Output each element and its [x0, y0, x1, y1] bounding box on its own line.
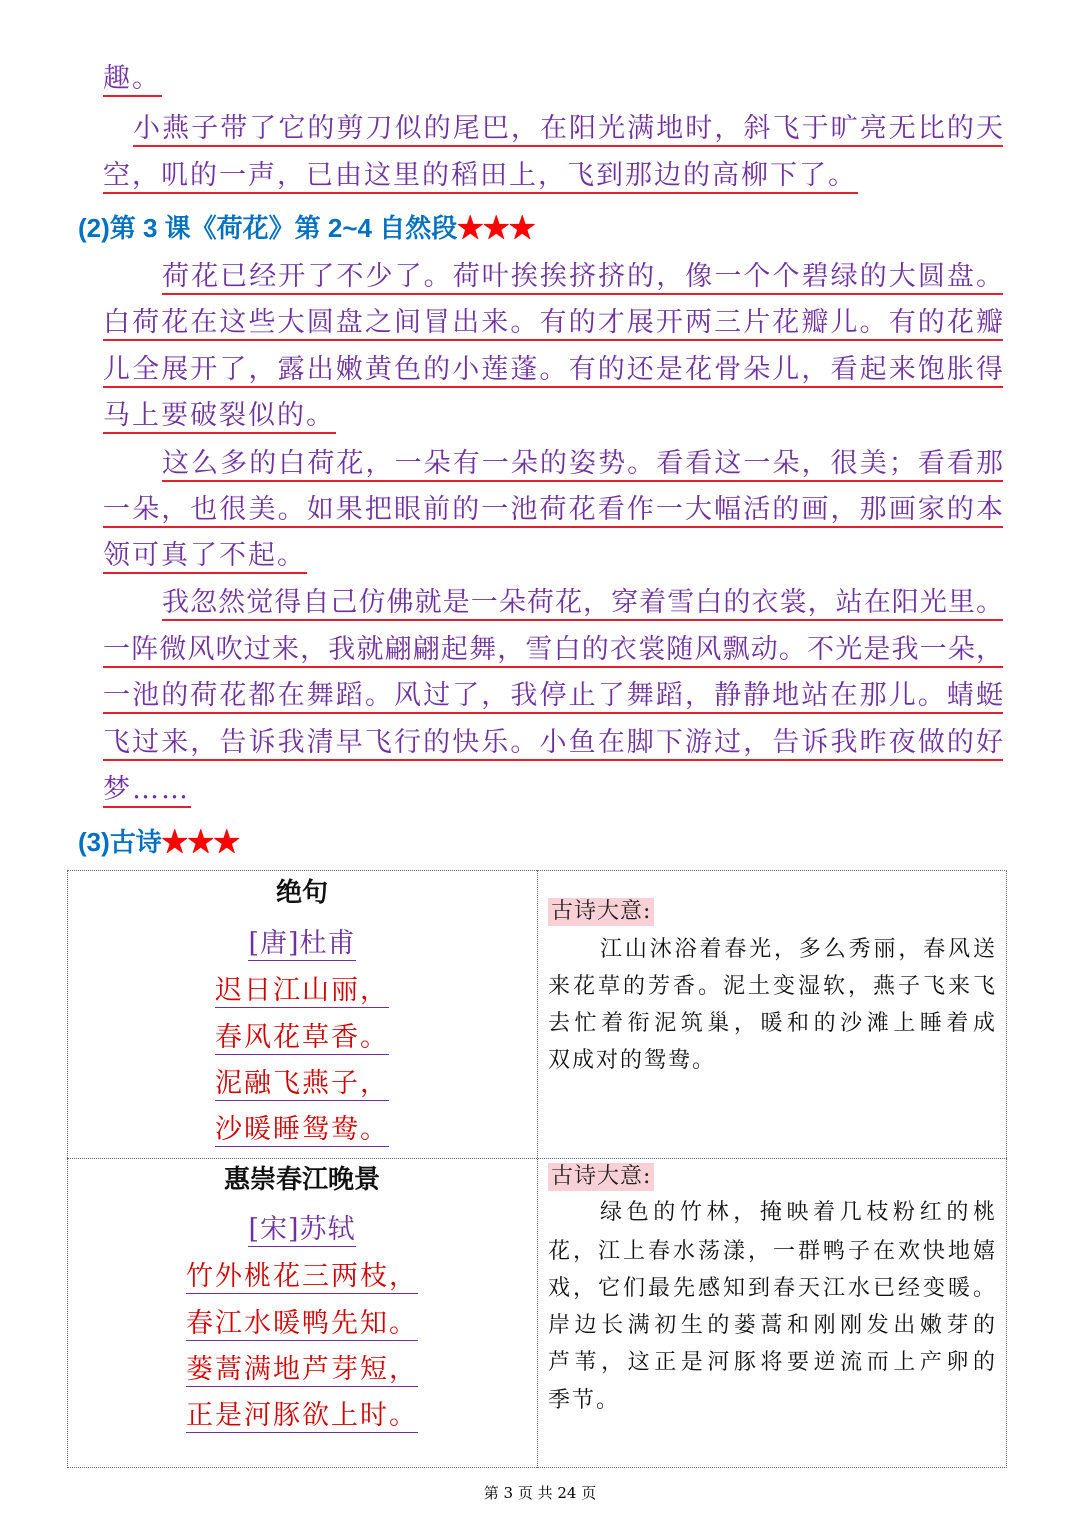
poem-line-text: 蒌蒿满地芦芽短，	[186, 1354, 418, 1385]
paragraph-line	[103, 160, 858, 194]
poem-line	[67, 1068, 537, 1102]
star-rating: ★★★	[457, 213, 536, 243]
star-rating: ★★★	[161, 827, 240, 857]
poem-line	[67, 1400, 537, 1434]
poem-title: 惠崇春江晚景	[223, 1165, 380, 1195]
underlined-text: 一阵微风吹过来，我就翩翩起舞，雪白的衣裳随风飘动。不光是我一朵，	[103, 634, 1003, 668]
underlined-text: 荷花已经开了不少了。荷叶挨挨挤挤的，像一个个碧绿的大圆盘。	[162, 261, 1003, 295]
section-heading-poems	[78, 825, 240, 859]
paragraph-line	[133, 113, 1003, 147]
underlined-text: 小燕子带了它的剪刀似的尾巴，在阳光满地时，斜飞于旷亮无比的天	[133, 113, 1003, 147]
meaning-cell-huichong	[537, 1158, 1007, 1468]
underlined-text: 梦……	[103, 774, 191, 808]
paragraph-line	[103, 400, 336, 434]
poem-author	[67, 928, 537, 962]
underlined-text: 空，叽的一声，已由这里的稻田上，飞到那边的高柳下了。	[103, 160, 858, 194]
underlined-text: 趣。	[103, 63, 162, 97]
poem-line-text: 正是河豚欲上时。	[186, 1400, 418, 1431]
meaning-line: 来花草的芳香。泥土变湿软，燕子飞来飞	[548, 974, 995, 999]
meaning-line: 戏，它们最先感知到春天江水已经变暖。	[548, 1276, 995, 1301]
paragraph-line	[103, 494, 1003, 528]
paragraph-line	[103, 634, 1003, 668]
paragraph-line	[162, 587, 1003, 621]
poem-line-text: 泥融飞燕子，	[215, 1068, 389, 1099]
poem-line	[67, 1261, 537, 1295]
section-heading-lotus	[78, 211, 535, 245]
poem-author-text: [宋]苏轼	[248, 1214, 356, 1245]
paragraph-line	[103, 727, 1003, 761]
poem-line-text: 竹外桃花三两枝，	[186, 1261, 418, 1292]
heading-text: (2)第 3 课《荷花》第 2~4 自然段	[78, 213, 458, 243]
meaning-cell-jueju	[537, 870, 1007, 1158]
underlined-text: 这么多的白荷花，一朵有一朵的姿势。看看这一朵，很美；看看那	[162, 448, 1003, 482]
poem-cell-jueju	[67, 870, 537, 1158]
meaning-line: 江山沐浴着春光，多么秀丽，春风送	[600, 937, 995, 962]
poem-title: 绝句	[275, 878, 328, 908]
meaning-line: 去忙着衔泥筑巢，暖和的沙滩上睡着成	[548, 1011, 995, 1036]
underlined-text: 儿全展开了，露出嫩黄色的小莲蓬。有的还是花骨朵儿，看起来饱胀得	[103, 354, 1003, 388]
paragraph-line	[103, 680, 1003, 714]
paragraph-line	[103, 63, 162, 97]
paragraph-line	[103, 354, 1003, 388]
paragraph-line	[103, 540, 307, 574]
underlined-text: 白荷花在这些大圆盘之间冒出来。有的才展开两三片花瓣儿。有的花瓣	[103, 307, 1003, 341]
meaning-line: 花，江上春水荡漾，一群鸭子在欢快地嬉	[548, 1239, 995, 1264]
paragraph-line	[103, 774, 191, 808]
meaning-line: 双成对的鸳鸯。	[548, 1048, 717, 1073]
paragraph-line	[103, 307, 1003, 341]
meaning-line: 绿色的竹林，掩映着几枝粉红的桃	[600, 1200, 995, 1225]
underlined-text: 我忽然觉得自己仿佛就是一朵荷花，穿着雪白的衣裳，站在阳光里。	[162, 587, 1003, 621]
poem-line-text: 迟日江山丽，	[215, 975, 389, 1006]
meaning-label: 古诗大意:	[548, 1163, 654, 1191]
poem-line-text: 春江水暖鸭先知。	[186, 1308, 418, 1339]
poem-author-text: [唐]杜甫	[248, 928, 356, 959]
poem-line	[67, 1308, 537, 1342]
page-number-footer: 第 3 页 共 24 页	[483, 1484, 597, 1502]
poem-line	[67, 1114, 537, 1148]
paragraph-line	[162, 448, 1003, 482]
underlined-text: 领可真了不起。	[103, 540, 307, 574]
underlined-text: 马上要破裂似的。	[103, 400, 336, 434]
paragraph-line	[162, 261, 1003, 295]
meaning-line: 芦苇，这正是河豚将要逆流而上产卵的	[548, 1350, 995, 1375]
poem-line-text: 春风花草香。	[215, 1022, 389, 1053]
heading-text: (3)古诗	[78, 827, 162, 857]
meaning-label: 古诗大意:	[548, 898, 654, 926]
poem-line	[67, 1354, 537, 1388]
meaning-line: 岸边长满初生的蒌蒿和刚刚发出嫩芽的	[548, 1313, 995, 1338]
underlined-text: 一朵，也很美。如果把眼前的一池荷花看作一大幅活的画，那画家的本	[103, 494, 1003, 528]
poem-line	[67, 975, 537, 1009]
poem-line-text: 沙暖睡鸳鸯。	[215, 1114, 389, 1145]
poem-line	[67, 1022, 537, 1056]
underlined-text: 飞过来，告诉我清早飞行的快乐。小鱼在脚下游过，告诉我昨夜做的好	[103, 727, 1003, 761]
poem-author	[67, 1214, 537, 1248]
underlined-text: 一池的荷花都在舞蹈。风过了，我停止了舞蹈，静静地站在那儿。蜻蜓	[103, 680, 1003, 714]
meaning-line: 季节。	[548, 1388, 621, 1413]
poem-cell-huichong	[67, 1158, 537, 1468]
